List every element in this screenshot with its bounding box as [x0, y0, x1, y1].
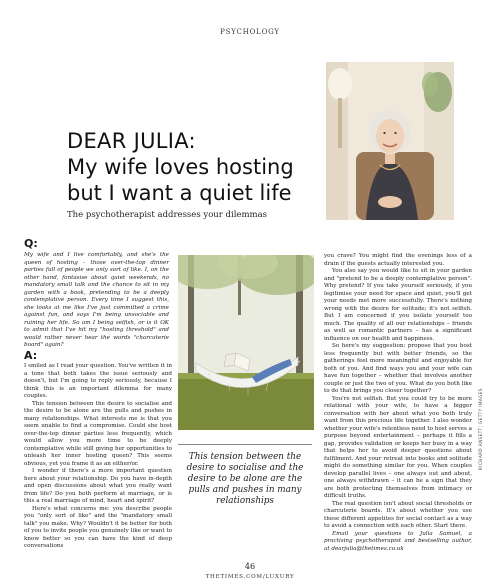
page-number: 46 [244, 562, 256, 571]
site-url: THETIMES.COM/LUXURY [205, 574, 295, 580]
right-paragraph-2: You also say you would like to sit in your garden and "pretend to be a deeply contemplative person". Why pretend? If you take yourself seriously, if you legitimise your need for space and quiet, you'll get your needs met more successfully. There's nothing wrong with the desire for solitude; it's not selfish. But I am concerned if you isolate yourself too much. The quality of all our relationships – friends as well as romantic partners – has a significant influence on our health and happiness. [324, 268, 472, 342]
garden-hammock-photo [178, 255, 314, 430]
right-column [324, 253, 472, 553]
headline-line-3: but I want a quiet life [67, 181, 292, 205]
question-paragraph: My wife and I live comfortably, and she's the queen of hosting – those over-the-top dinner parties full of people we only sort of like. I, on the other hand, fantasise about quiet weekends, no mandatory small talk and the chance to sit in my garden with a book, pretending to be a deeply contemplative person. Every time I suggest this, she looks at me like I've just committed a crime against fun, and says I'm being unsociable and ruining her life. So am I being selfish, or is it OK to admit that I've hit my "hosting threshold" and would rather never hear the words "charcuterie board" again? [24, 252, 169, 348]
question-text [24, 252, 169, 350]
section-label: PSYCHOLOGY [220, 28, 280, 36]
answer-paragraph-3: I wonder if there's a more important question here about your relationship. Do you have in-depth and open discussions about what you really want from life? Do you both perform at marriage, or is this a real marriage of mind, heart and spirit? [24, 468, 172, 504]
author-signoff: Email your questions to Julia Samuel, a practising psychotherapist and bestselling author, at dearjulia@thetimes.co.uk [324, 530, 472, 552]
right-paragraph-5: The real question isn't about social thresholds or charcuterie boards. It's about whether you use these different appetites for social contact as a way to avoid a connection with each other. Start there. [324, 500, 472, 529]
headline-line-2: My wife loves hosting [67, 155, 294, 179]
headline-line-1: DEAR JULIA: [67, 129, 196, 153]
answer-paragraph-2: This tension between the desire to socialise and the desire to be alone are the pulls and pushes in many relationships. What interests me is that you seem unable to find a compromise. Could she host over-the-top dinner parties less frequently, which would allow you more time to be deeply contemplative while still giving her opportunities to unleash her inner hosting queen? This seems obvious, yet you frame it as an either/or. [24, 400, 172, 467]
right-paragraph-3: So here's my suggestion: propose that you host less frequently but with better friends, so the gatherings feel more meaningful and enjoyable for both of you. And find ways you and your wife can have fun together – whether that involves another couple or just the two of you. What do you both like to do that brings you closer together? [324, 343, 472, 394]
pull-quote-text: This tension between the desire to socialise and the desire to be alone are the pulls and pushes in many relationships [186, 452, 304, 506]
answer-column [24, 363, 172, 551]
pull-quote-rule [178, 444, 312, 445]
question-marker: Q: [24, 237, 38, 250]
photo-credit: RICHARD ANSETT; GETTY IMAGES [478, 388, 483, 470]
portrait-photo [326, 62, 454, 220]
answer-marker: A: [24, 349, 38, 362]
answer-paragraph-4: Here's what concerns me: you describe people you "only sort of like" and the "mandatory small talk" you make. Why? Wouldn't it be better for both of you to invite people you genuinely like or want to know better so you can have the kind of deep conversations [24, 505, 172, 549]
portrait-illustration [326, 62, 454, 220]
pull-quote [178, 452, 312, 507]
standfirst: The psychotherapist addresses your dilemmas [67, 210, 268, 220]
answer-paragraph-1: I smiled as I read your question. You've written it in a tone that both takes the issue seriously and doesn't, but I'm going to reply seriously, because I think this is an important dilemma for many couples. [24, 363, 172, 399]
right-paragraph-4: You're not selfish. But you could try to be more relational with your wife, to have a bigger conversation with her about what you both truly want from this precious life together. I also wonder whether your wife's relentless need to host serves a purpose beyond entertainment – perhaps it fills a gap, provides validation or keeps her busy in a way that helps her to avoid deeper questions about fulfilment. And your retreat into books and solitude might do something similar for you. When couples develop parallel lives – one always out and about, one always withdrawn – it can be a sign that they are both protecting themselves from intimacy or difficult truths. [324, 395, 472, 499]
headline [67, 128, 317, 206]
garden-illustration [178, 255, 314, 430]
right-paragraph-1: you crave? You might find the evenings less of a drain if the guests actually interested you. [324, 253, 472, 267]
